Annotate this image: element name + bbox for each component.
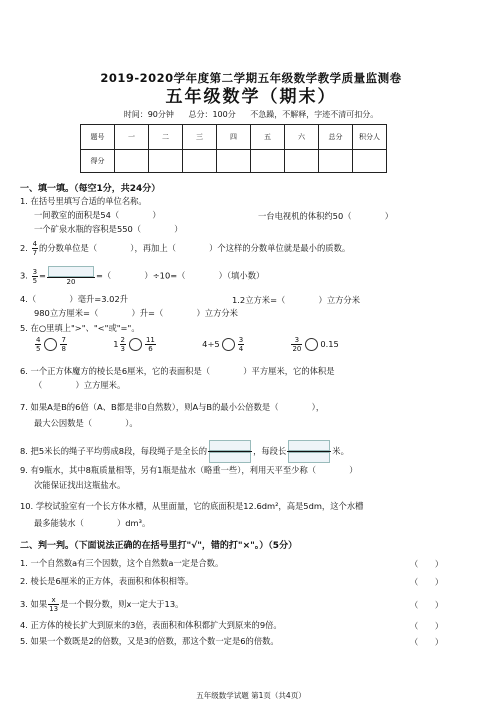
exam-note: 不急躁，不解释，字迹不清可扣分。 — [250, 110, 379, 119]
answer-blank[interactable] — [209, 440, 251, 451]
fraction: $\frac{x}{13}$ — [49, 596, 59, 613]
judge-item-5: 5. 如果一个数既是2的倍数，又是3的倍数，那这个数一定是6的倍数。 — [20, 636, 279, 646]
question-10b: 最多能装水（ ）dm³。 — [34, 518, 151, 528]
question-9b: 次能保证找出这瓶盐水。 — [34, 480, 126, 490]
section1-heading: 一、填一填。（每空1分，共24分） — [20, 184, 161, 194]
question-number: 3. — [20, 270, 28, 281]
answer-paren[interactable]: （ ） — [410, 559, 444, 569]
judge-item-1: 1. 一个自然数a有三个因数，这个自然数a一定是合数。 — [20, 558, 224, 568]
question-1: 1. 在括号里填写合适的单位名称。 — [20, 196, 147, 206]
question-4c: 980立方厘米=（ ）升=（ ）立方分米 — [34, 308, 238, 318]
fraction: $\frac{3}{4}$ — [238, 336, 244, 353]
score-cell: 积分人 — [353, 125, 387, 150]
score-input-cell[interactable] — [353, 150, 387, 173]
question-1b: 一台电视机的体积约50（ ） — [258, 211, 394, 221]
score-input-cell[interactable] — [285, 150, 319, 173]
question-1a: 一间教室的面积是54（ ） — [34, 210, 161, 220]
score-table-score-row — [81, 150, 387, 173]
question-7a: 7. 如果A是B的6倍（A、B都是非0自然数），则A与B的最小公倍数是（ ）， — [20, 402, 325, 412]
compare-circle[interactable] — [129, 338, 142, 351]
answer-paren[interactable]: （ ） — [410, 577, 444, 587]
question-2: 2. $\frac{4}{7}$ 的分数单位是（ ），再加上（ ）个这样的分数单位就是最小的质数。 — [20, 240, 351, 257]
answer-paren[interactable]: （ ） — [410, 637, 444, 647]
fraction: $\frac{4}{7}$ — [32, 240, 38, 257]
question-4a: 4.（ ）毫升=3.02升 — [20, 294, 129, 304]
score-cell: 一 — [115, 125, 149, 150]
fraction: $\frac{3}{20}$ — [292, 336, 302, 353]
score-input-cell[interactable] — [251, 150, 285, 173]
exam-meta — [0, 109, 502, 120]
answer-blank[interactable] — [209, 452, 251, 463]
question-8: 8. 把5米长的绳子平均剪成8段，每段绳子是全长的 ，每段长 米。 — [20, 440, 349, 463]
score-input-cell[interactable] — [115, 150, 149, 173]
fraction: $\frac{7}{8}$ — [61, 336, 66, 353]
total-score: 总分：100分 — [188, 110, 236, 119]
question-number: 2. — [20, 243, 28, 253]
fraction: $\frac{3}{5}$ — [32, 267, 38, 285]
score-cell: 四 — [217, 125, 251, 150]
exam-title: 2019-2020学年度第二学期五年级数学教学质量监测卷 — [100, 71, 402, 85]
question-9a: 9. 有9瓶水，其中8瓶质量相等，另有1瓶是盐水（略重一些），利用天平至少称（ ） — [20, 465, 358, 475]
question-3: 3. $\frac{3}{5}$ = 20 =（ ）÷10=（ ）（填小数） — [20, 267, 265, 286]
answer-paren[interactable]: （ ） — [410, 621, 444, 631]
score-table — [80, 124, 387, 173]
compare-circle[interactable] — [305, 338, 318, 351]
answer-blank[interactable] — [288, 452, 330, 463]
score-cell: 五 — [251, 125, 285, 150]
compare-circle[interactable] — [222, 338, 235, 351]
question-6a: 6. 一个正方体魔方的棱长是6厘米，它的表面积是（ ）平方厘米，它的体积是 — [20, 366, 335, 376]
question-1c: 一个矿泉水瓶的容积是550（ ） — [34, 224, 183, 234]
page-footer: 五年级数学试题 第1页（共4页） — [196, 691, 306, 700]
question-6b: （ ）立方厘米。 — [34, 380, 126, 390]
score-row-label: 得分 — [81, 150, 115, 173]
exam-subtitle: 五年级数学（期末） — [165, 87, 337, 107]
judge-item-3: 3. 如果 $\frac{x}{13}$ 是一个假分数，则x一定大于13。 — [20, 596, 184, 613]
question-7b: 最大公因数是（ ）。 — [34, 418, 138, 428]
question-5: 5. 在○里填上">"、"<"或"="。 — [20, 323, 140, 333]
fraction: $\frac{11}{6}$ — [145, 336, 155, 353]
score-table-header-row — [81, 125, 387, 150]
answer-blank[interactable] — [48, 266, 94, 277]
score-cell: 总分 — [319, 125, 353, 150]
fraction: $\frac{2}{3}$ — [120, 336, 125, 353]
score-input-cell[interactable] — [217, 150, 251, 173]
score-input-cell[interactable] — [183, 150, 217, 173]
compare-circle[interactable] — [44, 338, 57, 351]
answer-fraction — [287, 440, 331, 463]
score-cell: 三 — [183, 125, 217, 150]
answer-fraction — [208, 440, 252, 463]
answer-paren[interactable]: （ ） — [410, 600, 444, 610]
fraction: $\frac{4}{5}$ — [36, 336, 41, 353]
question-10a: 10. 学校试验室有一个长方体水槽，从里面量，它的底面积是12.6dm²，高是5dm，这个水槽 — [20, 501, 364, 511]
score-cell: 二 — [149, 125, 183, 150]
judge-item-2: 2. 棱长是6厘米的正方体，表面积和体积相等。 — [20, 576, 194, 586]
time-limit: 时间：90分钟 — [123, 110, 174, 119]
score-cell: 题号 — [81, 125, 115, 150]
judge-item-4: 4. 正方体的棱长扩大到原来的3倍，表面积和体积都扩大到原来的9倍。 — [20, 620, 282, 630]
answer-fraction: 20 — [47, 266, 95, 286]
section2-heading: 二、判一判。（下面说法正确的在括号里打"√"，错的打"×"。）（5分） — [20, 541, 298, 551]
question-5-comparisons: $\frac{4}{5}$ $\frac{7}{8}$ 1 $\frac{2}{3}$ $\frac{11}{6}$ 4÷5 $\frac{3}{4}$ $\frac{3}{20}$ 0.15 — [36, 336, 339, 353]
answer-blank[interactable] — [288, 440, 330, 451]
score-input-cell[interactable] — [149, 150, 183, 173]
score-input-cell[interactable] — [319, 150, 353, 173]
score-cell: 六 — [285, 125, 319, 150]
question-4b: 1.2立方米=（ ）立方分米 — [232, 295, 361, 305]
